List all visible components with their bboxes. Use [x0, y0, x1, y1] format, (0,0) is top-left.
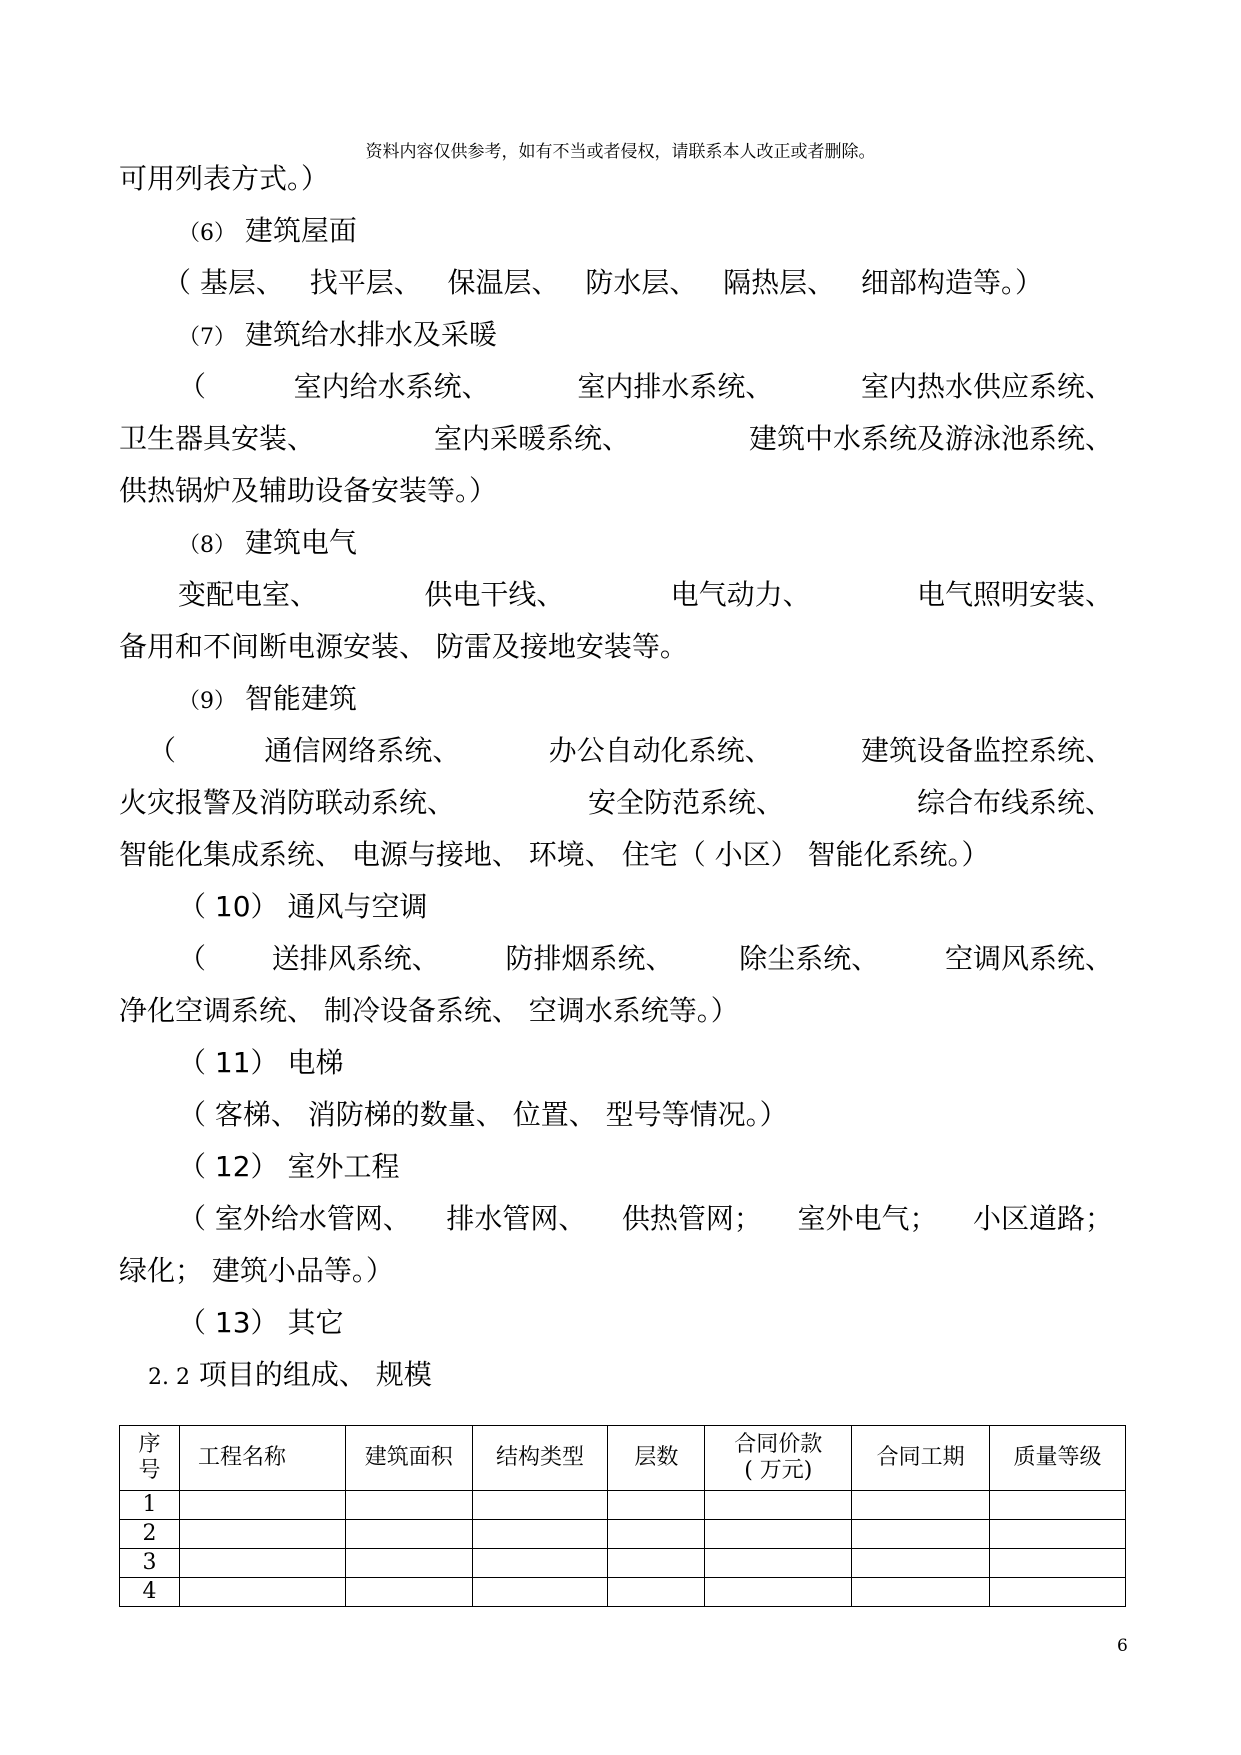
text-segment: 隔热层、: [723, 266, 836, 299]
table-cell: [179, 1549, 345, 1578]
table-cell: [852, 1520, 990, 1549]
text-segment: 供电干线、: [424, 578, 565, 611]
heading-other: [178, 1306, 343, 1340]
text-segment: 小区道路；: [972, 1202, 1113, 1235]
text-segment: 火灾报警及消防联动系统、: [119, 786, 456, 819]
text-segment: 除尘系统、: [739, 942, 880, 975]
header-cell-contract-price: [705, 1426, 852, 1491]
table-cell: [345, 1549, 472, 1578]
heading-number: （9）: [178, 689, 236, 714]
heading-outdoor-works: [178, 1150, 399, 1184]
text-segment: （ 室外给水管网、: [178, 1202, 411, 1235]
heading-text: 建筑屋面: [244, 214, 357, 247]
paragraph-line: [119, 422, 1113, 456]
heading-text: 建筑电气: [244, 526, 357, 559]
paragraph-line: 净化空调系统、 制冷设备系统、 空调水系统等。）: [119, 994, 739, 1027]
heading-text: 室外工程: [287, 1150, 400, 1183]
row-index: 1: [120, 1491, 180, 1520]
paragraph-line: （ 客梯、 消防梯的数量、 位置、 型号等情况。）: [178, 1098, 788, 1131]
text-segment: 电气照明安装、: [916, 578, 1113, 611]
table-cell: [705, 1578, 852, 1607]
paragraph-line: 智能化集成系统、 电源与接地、 环境、 住宅（ 小区） 智能化系统。）: [119, 838, 990, 871]
heading-text: 建筑给水排水及采暖: [244, 318, 497, 351]
paragraph-line: [178, 578, 1113, 612]
section-number: 2. 2: [148, 1365, 190, 1390]
table-cell: [990, 1491, 1126, 1520]
table-row: [120, 1520, 1126, 1549]
table-cell: [705, 1491, 852, 1520]
table-cell: [179, 1491, 345, 1520]
text-segment: 安全防范系统、: [587, 786, 784, 819]
heading-water-heating: [178, 318, 497, 355]
paragraph-line: [178, 1202, 1113, 1236]
table-cell: [179, 1578, 345, 1607]
table-cell: [472, 1491, 608, 1520]
header-cell-index: [120, 1426, 180, 1491]
heading-text: 电梯: [287, 1046, 344, 1079]
table-cell: [705, 1520, 852, 1549]
header-cell-building-area: 建筑面积: [345, 1426, 472, 1491]
header-text: ( 万元): [744, 1458, 813, 1483]
heading-text: 通风与空调: [287, 890, 428, 923]
text-segment: 建筑设备监控系统、: [860, 734, 1113, 767]
table-cell: [179, 1520, 345, 1549]
heading-intelligent-building: [178, 682, 357, 719]
table-cell: [705, 1549, 852, 1578]
paragraph-line: 可用列表方式。）: [119, 162, 330, 195]
section-heading-2-2: [148, 1358, 432, 1395]
table-cell: [852, 1491, 990, 1520]
text-segment: 送排风系统、: [271, 942, 440, 975]
paragraph-line: [119, 786, 1113, 820]
heading-number: （ 11）: [178, 1046, 279, 1079]
text-segment: 综合布线系统、: [916, 786, 1113, 819]
table-row: [120, 1491, 1126, 1520]
text-segment: 变配电室、: [178, 578, 319, 611]
heading-text: 其它: [287, 1306, 344, 1339]
table-cell: [608, 1578, 705, 1607]
heading-electrical: [178, 526, 357, 563]
text-segment: （: [148, 734, 177, 767]
text-segment: 供热管网；: [621, 1202, 762, 1235]
paragraph-line: 绿化； 建筑小品等。）: [119, 1254, 394, 1287]
text-segment: 排水管网、: [446, 1202, 587, 1235]
paragraph-line: 备用和不间断电源安装、 防雷及接地安装等。: [119, 630, 688, 663]
text-segment: 防水层、: [585, 266, 698, 299]
paragraph-line: 供热锅炉及辅助设备安装等。）: [119, 474, 498, 507]
header-cell-structure-type: 结构类型: [472, 1426, 608, 1491]
table-cell: [345, 1578, 472, 1607]
text-segment: 室内采暖系统、: [433, 422, 630, 455]
table-cell: [345, 1491, 472, 1520]
header-cell-quality-grade: 质量等级: [990, 1426, 1126, 1491]
heading-number: （6）: [178, 221, 236, 246]
header-cell-floors: 层数: [608, 1426, 705, 1491]
table-cell: [472, 1549, 608, 1578]
text-segment: 空调风系统、: [944, 942, 1113, 975]
table-cell: [990, 1549, 1126, 1578]
text-segment: 细部构造等。）: [860, 266, 1043, 299]
heading-number: （ 12）: [178, 1150, 279, 1183]
text-segment: 防排烟系统、: [505, 942, 674, 975]
text-segment: 建筑中水系统及游泳池系统、: [748, 422, 1113, 455]
paragraph-roof-items: [163, 266, 1043, 300]
text-segment: （: [178, 942, 207, 975]
heading-number: （7）: [178, 325, 236, 350]
table-cell: [472, 1520, 608, 1549]
header-text: 序: [138, 1432, 161, 1457]
table-cell: [990, 1578, 1126, 1607]
row-index: 3: [120, 1549, 180, 1578]
table-row: [120, 1578, 1126, 1607]
table-cell: [608, 1491, 705, 1520]
table-cell: [852, 1578, 990, 1607]
text-segment: 卫生器具安装、: [119, 422, 316, 455]
table-cell: [990, 1520, 1126, 1549]
table-cell: [608, 1549, 705, 1578]
table-cell: [852, 1549, 990, 1578]
text-segment: 室内热水供应系统、: [860, 370, 1113, 403]
text-segment: 办公自动化系统、: [548, 734, 773, 767]
row-index: 4: [120, 1578, 180, 1607]
text-segment: 电气动力、: [670, 578, 811, 611]
document-header-notice: 资料内容仅供参考，如有不当或者侵权，请联系本人改正或者删除。: [365, 142, 876, 162]
table-header-row: [120, 1426, 1126, 1491]
heading-number: （8）: [178, 533, 236, 558]
table-cell: [472, 1578, 608, 1607]
paragraph-line: [148, 734, 1113, 768]
heading-number: （ 10）: [178, 890, 279, 923]
heading-building-roof: [178, 214, 357, 251]
table-cell: [345, 1520, 472, 1549]
paragraph-line: [178, 942, 1113, 976]
text-segment: 室内排水系统、: [577, 370, 774, 403]
text-segment: （: [178, 370, 207, 403]
heading-ventilation: [178, 890, 427, 924]
text-segment: （ 基层、: [163, 266, 284, 299]
row-index: 2: [120, 1520, 180, 1549]
table-cell: [608, 1520, 705, 1549]
header-cell-contract-duration: 合同工期: [852, 1426, 990, 1491]
page-number: 6: [1117, 1636, 1128, 1656]
header-text: 号: [138, 1458, 161, 1483]
text-segment: 保温层、: [447, 266, 560, 299]
heading-number: （ 13）: [178, 1306, 279, 1339]
paragraph-line: [178, 370, 1113, 404]
header-cell-project-name: 工程名称: [179, 1426, 345, 1491]
table-row: [120, 1549, 1126, 1578]
text-segment: 找平层、: [309, 266, 422, 299]
heading-text: 智能建筑: [244, 682, 357, 715]
project-composition-table: [119, 1425, 1126, 1607]
section-title: 项目的组成、 规模: [198, 1358, 432, 1391]
text-segment: 室内给水系统、: [293, 370, 490, 403]
header-text: 合同价款: [734, 1432, 823, 1457]
text-segment: 室外电气；: [797, 1202, 938, 1235]
text-segment: 通信网络系统、: [264, 734, 461, 767]
heading-elevator: [178, 1046, 343, 1080]
